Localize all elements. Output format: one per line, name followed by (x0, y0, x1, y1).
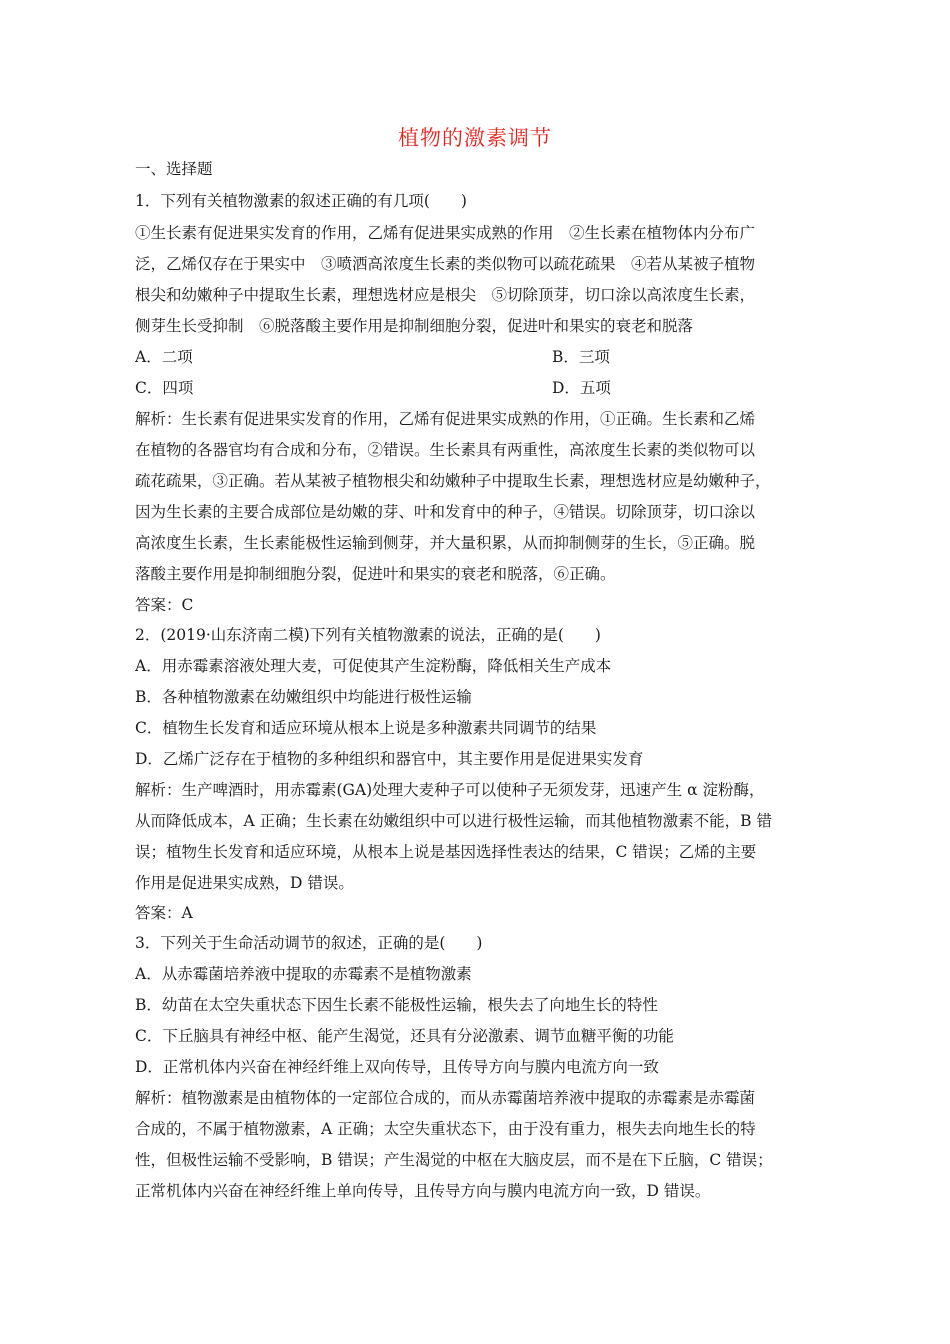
question-2-answer: 答案：A (135, 904, 193, 922)
question-1-body-line: ①生长素有促进果实发育的作用，乙烯有促进果实成熟的作用 ②生长素在植物体内分布广 (135, 224, 756, 242)
question-2-option-a: A．用赤霉素溶液处理大麦，可促使其产生淀粉酶，降低相关生产成本 (135, 657, 612, 675)
question-1-analysis-line: 疏花疏果，③正确。若从某被子植物根尖和幼嫩种子中提取生长素，理想选材应是幼嫩种子， (135, 472, 771, 490)
question-1-analysis-line: 高浓度生长素，生长素能极性运输到侧芽，并大量积累，从而抑制侧芽的生长，⑤正确。脱 (135, 534, 756, 552)
question-1-option-c: C．四项 (135, 379, 194, 397)
page-title: 植物的激素调节 (398, 126, 552, 150)
question-2-analysis-line: 从而降低成本，A 正确；生长素在幼嫩组织中可以进行极性运输，而其他植物激素不能，B 错 (135, 812, 772, 830)
question-3-option-d: D．正常机体内兴奋在神经纤维上双向传导，且传导方向与膜内电流方向一致 (135, 1058, 659, 1076)
question-3-analysis-line: 解析：植物激素是由植物体的一定部位合成的，而从赤霉菌培养液中提取的赤霉素是赤霉菌 (135, 1089, 756, 1107)
question-1-body-line: 侧芽生长受抑制 ⑥脱落酸主要作用是抑制细胞分裂，促进叶和果实的衰老和脱落 (135, 317, 694, 335)
question-3-option-b: B．幼苗在太空失重状态下因生长素不能极性运输，根失去了向地生长的特性 (135, 996, 658, 1014)
question-1-option-b: B．三项 (552, 348, 610, 366)
question-2-analysis-line: 作用是促进果实成熟，D 错误。 (135, 874, 354, 892)
question-2-analysis-line: 解析：生产啤酒时，用赤霉素(GA)处理大麦种子可以使种子无须发芽，迅速产生 α 淀粉酶， (135, 781, 765, 799)
question-1-analysis-line: 落酸主要作用是抑制细胞分裂，促进叶和果实的衰老和脱落，⑥正确。 (135, 565, 616, 583)
question-2-option-c: C．植物生长发育和适应环境从根本上说是多种激素共同调节的结果 (135, 719, 597, 737)
question-3-analysis-line: 正常机体内兴奋在神经纤维上单向传导，且传导方向与膜内电流方向一致，D 错误。 (135, 1182, 711, 1200)
question-2-option-b: B．各种植物激素在幼嫩组织中均能进行极性运输 (135, 688, 472, 706)
question-1-analysis-line: 解析：生长素有促进果实发育的作用，乙烯有促进果实成熟的作用，①正确。生长素和乙烯 (135, 410, 756, 428)
question-1-analysis-line: 在植物的各器官均有合成和分布，②错误。生长素具有两重性，高浓度生长素的类似物可以 (135, 441, 756, 459)
question-1-answer: 答案：C (135, 596, 194, 614)
question-1-analysis-line: 因为生长素的主要合成部位是幼嫩的芽、叶和发育中的种子，④错误。切除顶芽，切口涂以 (135, 503, 756, 521)
question-3-stem: 3．下列关于生命活动调节的叙述，正确的是( ) (135, 934, 483, 952)
question-2-analysis-line: 误；植物生长发育和适应环境，从根本上说是基因选择性表达的结果，C 错误；乙烯的主要 (135, 843, 757, 861)
question-1-stem: 1．下列有关植物激素的叙述正确的有几项( ) (135, 192, 467, 210)
question-2-stem: 2．(2019·山东济南二模)下列有关植物激素的说法，正确的是( ) (135, 626, 601, 644)
question-3-option-a: A．从赤霉菌培养液中提取的赤霉素不是植物激素 (135, 965, 472, 983)
question-1-body-line: 泛，乙烯仅存在于果实中 ③喷洒高浓度生长素的类似物可以疏花疏果 ④若从某被子植物 (135, 255, 756, 273)
question-3-analysis-line: 性，但极性运输不受影响，B 错误；产生渴觉的中枢在大脑皮层，而不是在下丘脑，C 错误； (135, 1151, 773, 1169)
question-2-option-d: D．乙烯广泛存在于植物的多种组织和器官中，其主要作用是促进果实发育 (135, 750, 644, 768)
question-3-analysis-line: 合成的，不属于植物激素，A 正确；太空失重状态下，由于没有重力，根失去向地生长的特 (135, 1120, 756, 1138)
question-1-option-a: A．二项 (135, 348, 193, 366)
question-3-option-c: C．下丘脑具有神经中枢、能产生渴觉，还具有分泌激素、调节血糖平衡的功能 (135, 1027, 674, 1045)
section-heading: 一、选择题 (135, 160, 213, 178)
question-1-option-d: D．五项 (552, 379, 611, 397)
question-1-body-line: 根尖和幼嫩种子中提取生长素，理想选材应是根尖 ⑤切除顶芽，切口涂以高浓度生长素， (135, 286, 756, 304)
